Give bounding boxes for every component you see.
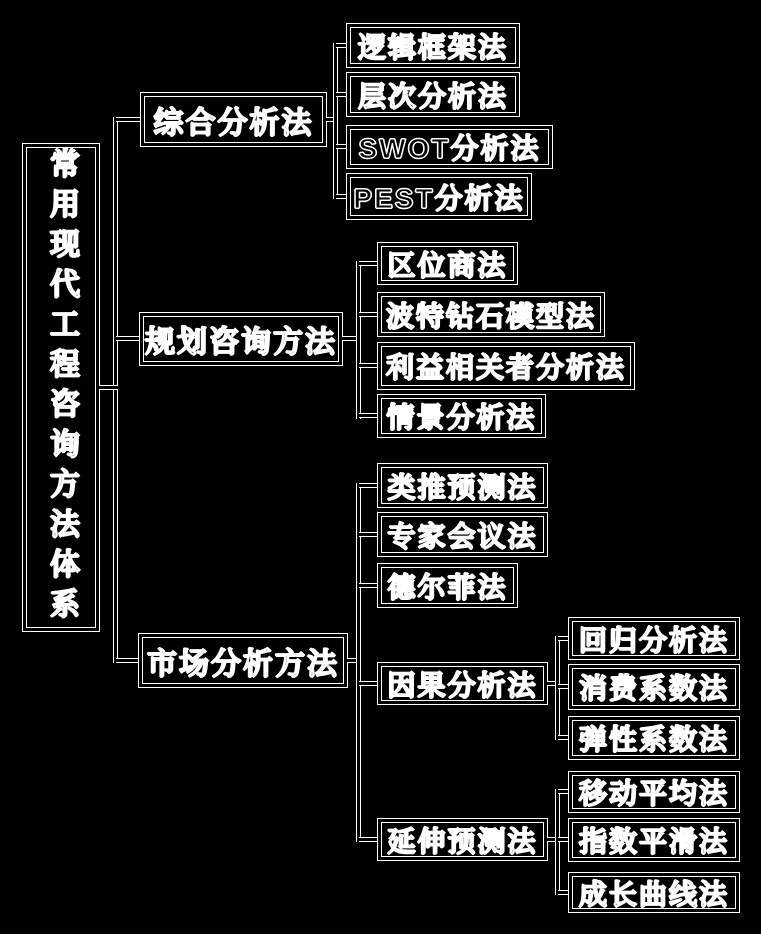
node-causal-analysis bbox=[377, 662, 548, 705]
node-consumption-coefficient-label: 消费系数法 bbox=[578, 673, 729, 704]
node-growth-curve-label: 成长曲线法 bbox=[578, 878, 729, 910]
connector-branch3-child5 bbox=[359, 837, 378, 842]
node-delphi-label: 德尔菲法 bbox=[387, 571, 508, 603]
node-analogy-forecast-label: 类推预测法 bbox=[387, 471, 538, 503]
node-expert-meeting-label: 专家会议法 bbox=[387, 520, 538, 552]
node-location-quotient-label: 区位商法 bbox=[387, 249, 508, 281]
node-branch-comprehensive-label: 综合分析法 bbox=[153, 106, 314, 140]
node-exponential-smoothing-label: 指数平滑法 bbox=[578, 826, 729, 857]
node-ahp bbox=[346, 72, 520, 117]
connector-trunk-branch2 bbox=[116, 336, 140, 341]
connector-extension-rail bbox=[555, 789, 560, 895]
node-branch-market-label: 市场分析方法 bbox=[147, 647, 339, 681]
node-stakeholder-label: 利益相关者分析法 bbox=[385, 352, 626, 383]
connector-branch2-child3 bbox=[359, 363, 378, 368]
node-pest bbox=[346, 173, 532, 220]
node-logical-framework-label: 逻辑框架法 bbox=[357, 31, 508, 63]
node-branch-planning bbox=[139, 312, 343, 366]
node-branch-comprehensive bbox=[140, 92, 327, 147]
node-location-quotient bbox=[377, 242, 518, 285]
node-scenario bbox=[377, 394, 546, 438]
node-scenario-label: 情景分析法 bbox=[386, 402, 537, 433]
node-extension-forecast bbox=[377, 818, 548, 861]
connector-branch3-child3 bbox=[359, 583, 378, 588]
node-regression-label: 回归分析法 bbox=[578, 624, 729, 656]
node-pest-label: PEST分析法 bbox=[353, 182, 525, 214]
connector-branch3-child1 bbox=[359, 483, 378, 488]
node-moving-average bbox=[568, 771, 740, 813]
connector-branch3-child2 bbox=[359, 532, 378, 537]
node-delphi bbox=[377, 563, 518, 608]
connector-trunk-branch3 bbox=[116, 658, 139, 663]
connector-branch3-child4 bbox=[359, 681, 378, 686]
node-causal-analysis-label: 因果分析法 bbox=[387, 669, 538, 701]
node-root-label: 常用现代工程咨询方法体系 bbox=[45, 147, 78, 628]
node-growth-curve bbox=[568, 872, 740, 913]
node-expert-meeting bbox=[377, 512, 548, 557]
node-logical-framework bbox=[346, 23, 520, 68]
connector-branch2-child2 bbox=[359, 312, 378, 317]
node-porter-diamond bbox=[377, 292, 605, 337]
connector-branch2-child4 bbox=[359, 413, 378, 418]
node-extension-forecast-label: 延伸预测法 bbox=[387, 825, 538, 857]
connector-trunk-branch1 bbox=[116, 117, 141, 122]
node-root bbox=[22, 143, 100, 632]
node-ahp-label: 层次分析法 bbox=[357, 80, 508, 112]
node-regression bbox=[568, 617, 740, 660]
node-porter-diamond-label: 波特钻石模型法 bbox=[385, 300, 596, 332]
node-consumption-coefficient bbox=[568, 664, 740, 710]
connector-branch1-rail bbox=[333, 43, 338, 199]
node-moving-average-label: 移动平均法 bbox=[578, 778, 729, 809]
connector-branch2-rail bbox=[356, 261, 361, 419]
node-branch-market bbox=[138, 633, 348, 688]
node-swot bbox=[346, 125, 553, 169]
connector-root-trunk bbox=[99, 385, 118, 390]
node-branch-planning-label: 规划咨询方法 bbox=[145, 326, 337, 359]
node-elasticity-coefficient bbox=[568, 716, 740, 760]
node-analogy-forecast bbox=[377, 463, 548, 508]
node-swot-label: SWOT分析法 bbox=[358, 133, 541, 164]
node-stakeholder bbox=[377, 342, 635, 390]
connector-trunk bbox=[113, 117, 118, 663]
connector-branch2-child1 bbox=[359, 261, 378, 266]
node-exponential-smoothing bbox=[568, 818, 740, 862]
node-elasticity-coefficient-label: 弹性系数法 bbox=[578, 724, 729, 755]
